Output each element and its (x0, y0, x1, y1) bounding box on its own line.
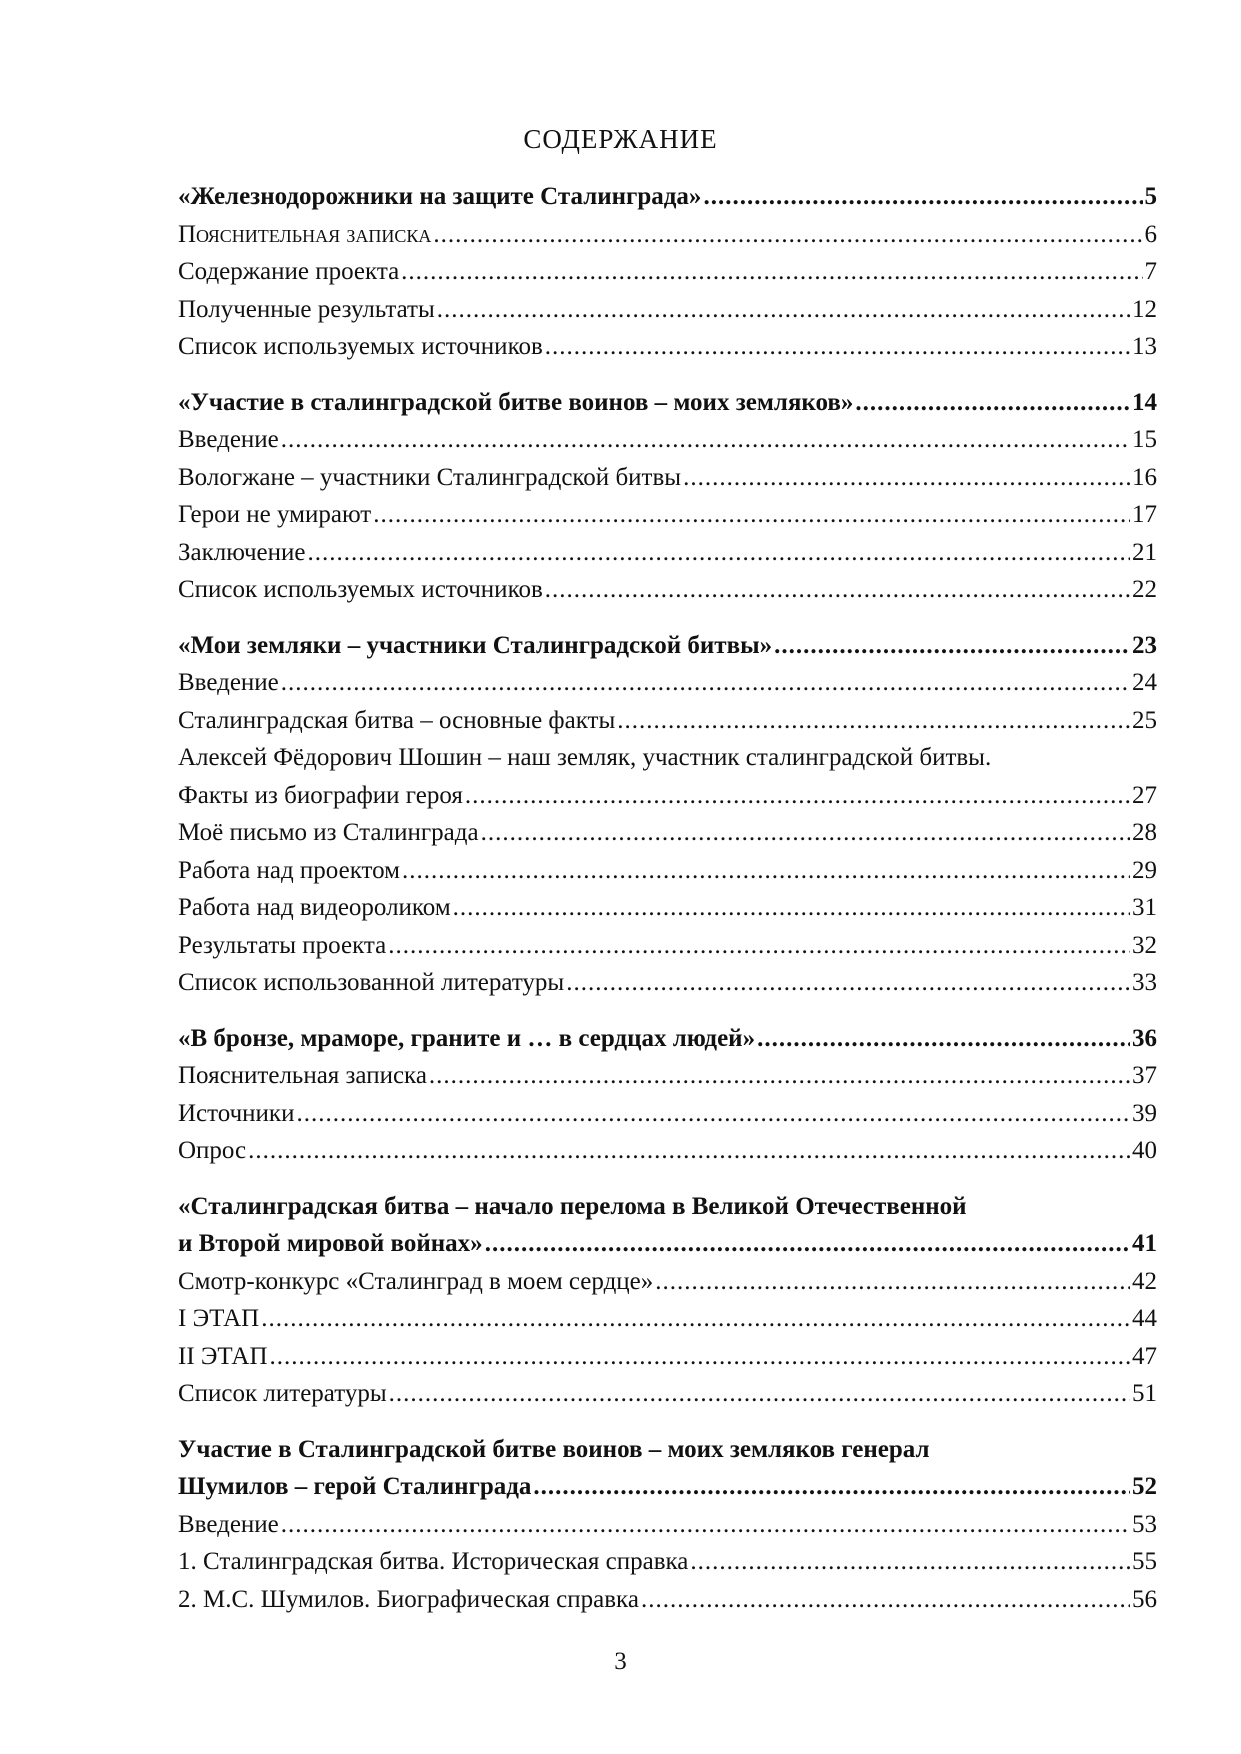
dot-leader (401, 253, 1142, 291)
toc-entry-label: Список литературы (178, 1380, 387, 1407)
toc-entry-page: 33 (1132, 969, 1157, 996)
toc-entry (178, 421, 1157, 459)
dot-leader (402, 852, 1130, 890)
toc-entry-label: «Мои земляки – участники Сталинградской битвы» (178, 631, 773, 659)
dot-leader (641, 1581, 1130, 1619)
toc-entry (178, 1300, 1157, 1338)
toc-entry (178, 964, 1157, 1002)
toc-entry-page: 36 (1132, 1024, 1157, 1052)
dot-leader (533, 1468, 1130, 1506)
toc-entry-label: Смотр-конкурс «Сталинград в моем сердце» (178, 1267, 654, 1295)
dot-leader (757, 1020, 1130, 1058)
toc-entry-page: 16 (1132, 463, 1157, 491)
toc-entry (178, 291, 1157, 329)
toc-entry (178, 534, 1157, 572)
toc-entry-label: «Сталинградская битва – начало перелома в Великой Отечественной (178, 1192, 967, 1220)
toc-entry-label: Содержание проекта (178, 258, 400, 285)
toc-entry-label: Список используемых источников (178, 333, 543, 360)
toc-entry-label: Моё письмо из Сталинграда (178, 819, 479, 846)
toc-entry (178, 253, 1157, 291)
toc-entry-page: 13 (1132, 333, 1157, 360)
toc-entry-label: Источники (178, 1099, 295, 1127)
toc-entry-label: Пояснительная записка (178, 1062, 427, 1089)
dot-leader (485, 1225, 1130, 1263)
toc-entry (178, 1543, 1157, 1581)
dot-leader (388, 927, 1130, 965)
toc-entry-page: 32 (1132, 931, 1157, 959)
toc-entry-label: 1. Сталинградская битва. Историческая справка (178, 1548, 689, 1575)
toc-entry (178, 1506, 1157, 1544)
toc-section-heading (178, 384, 1157, 422)
dot-leader (296, 1095, 1130, 1133)
dot-leader (261, 1300, 1130, 1338)
toc-entry-page: 41 (1132, 1230, 1157, 1257)
toc-entry-page: 23 (1132, 631, 1157, 659)
toc-entry-label: «Участие в сталинградской битве воинов – моих земляков» (178, 388, 854, 416)
toc-entry-label: Алексей Фёдорович Шошин – наш земляк, участник сталинградской битвы. (178, 744, 992, 771)
toc-section-heading (178, 1468, 1157, 1506)
dot-leader (855, 384, 1130, 422)
toc-entry-page: 51 (1132, 1380, 1157, 1407)
dot-leader (389, 1375, 1130, 1413)
page-number: 3 (614, 1648, 627, 1675)
dot-leader (545, 571, 1130, 609)
dot-leader (281, 664, 1130, 702)
toc-section-heading (178, 1431, 1157, 1469)
dot-leader (248, 1132, 1130, 1170)
toc-entry (178, 496, 1157, 534)
toc-section-heading (178, 1020, 1157, 1058)
toc-entry-page: 44 (1132, 1305, 1157, 1332)
toc-entry-page: 39 (1132, 1099, 1157, 1127)
toc-entry-page: 53 (1132, 1510, 1157, 1538)
toc-entry-page: 55 (1132, 1548, 1157, 1575)
dot-leader (703, 178, 1142, 216)
dot-leader (465, 777, 1130, 815)
toc-entry (178, 814, 1157, 852)
toc-entry-page: 15 (1132, 426, 1157, 453)
toc-entry-page: 7 (1144, 258, 1157, 285)
dot-leader (429, 1057, 1130, 1095)
toc-entry-page: 37 (1132, 1062, 1157, 1089)
toc-entry-label: Результаты проекта (178, 931, 387, 959)
dot-leader (270, 1338, 1130, 1376)
toc-entry-label: Вологжане – участники Сталинградской битвы (178, 463, 682, 491)
toc-entry-label: I ЭТАП (178, 1305, 260, 1332)
toc-entry-page: 29 (1132, 856, 1157, 884)
toc-entry-page: 24 (1132, 669, 1157, 696)
toc-entry-page: 56 (1132, 1585, 1157, 1613)
toc-entry-page: 40 (1132, 1137, 1157, 1164)
toc-section-heading (178, 627, 1157, 665)
dot-leader (281, 421, 1130, 459)
toc-entry (178, 1375, 1157, 1413)
toc-entry-label: II ЭТАП (178, 1342, 268, 1370)
toc-entry-page: 22 (1132, 576, 1157, 603)
toc-entry (178, 702, 1157, 740)
toc-entry (178, 459, 1157, 497)
dot-leader (683, 459, 1130, 497)
toc-entry (178, 664, 1157, 702)
toc-entry (178, 889, 1157, 927)
toc-entry-page: 28 (1132, 819, 1157, 846)
toc-entry-label: Пояснительная записка (178, 220, 432, 248)
toc-entry-page: 25 (1132, 706, 1157, 734)
toc-entry-label: Герои не умирают (178, 501, 372, 528)
dot-leader (308, 534, 1131, 572)
toc-entry-label: Факты из биографии героя (178, 781, 463, 809)
toc-entry (178, 1338, 1157, 1376)
dot-leader (281, 1506, 1130, 1544)
toc-entry (178, 216, 1157, 254)
toc-entry-page: 47 (1132, 1342, 1157, 1370)
toc-entry-label: «В бронзе, мраморе, граните и … в сердцах людей» (178, 1024, 756, 1052)
toc-entry (178, 328, 1157, 366)
toc-entry-page: 52 (1132, 1473, 1157, 1500)
toc-section-heading (178, 1188, 1157, 1226)
toc-entry-page: 14 (1132, 388, 1157, 416)
page-title: СОДЕРЖАНИЕ (523, 124, 718, 154)
toc-entry-label: Заключение (178, 538, 306, 566)
toc-entry (178, 739, 1157, 777)
toc-entry-label: Работа над проектом (178, 856, 400, 884)
toc-entry-page: 6 (1144, 220, 1157, 248)
dot-leader (481, 814, 1130, 852)
toc-entry-page: 42 (1132, 1267, 1157, 1295)
toc-entry (178, 852, 1157, 890)
dot-leader (373, 496, 1130, 534)
toc-entry-page: 12 (1132, 295, 1157, 323)
dot-leader (545, 328, 1130, 366)
toc-entry-label: «Железнодорожники на защите Сталинграда» (178, 183, 702, 210)
toc-entry-label: Шумилов – герой Сталинграда (178, 1473, 532, 1500)
dot-leader (453, 889, 1130, 927)
dot-leader (566, 964, 1130, 1002)
toc-entry-page: 5 (1144, 183, 1157, 210)
toc-entry-page: 21 (1132, 538, 1157, 566)
toc-entry-page: 27 (1132, 781, 1157, 809)
toc-entry (178, 1263, 1157, 1301)
toc-entry-label: Сталинградская битва – основные факты (178, 706, 616, 734)
toc-entry-label: 2. М.С. Шумилов. Биографическая справка (178, 1585, 639, 1613)
toc-entry-label: и Второй мировой войнах» (178, 1230, 483, 1257)
dot-leader (433, 216, 1142, 254)
toc-entry (178, 1132, 1157, 1170)
toc-entry-page: 17 (1132, 501, 1157, 528)
toc-entry-label: Введение (178, 426, 279, 453)
toc-entry (178, 1095, 1157, 1133)
toc-entry (178, 1057, 1157, 1095)
toc-entry-label: Полученные результаты (178, 295, 435, 323)
toc-entry (178, 1581, 1157, 1619)
toc-entry-label: Введение (178, 1510, 279, 1538)
toc-entry-page: 31 (1132, 894, 1157, 921)
toc-entry (178, 927, 1157, 965)
toc-entry-label: Список используемых источников (178, 576, 543, 603)
toc-section-heading (178, 178, 1157, 216)
toc-section-heading (178, 1225, 1157, 1263)
toc-entry-label: Опрос (178, 1137, 247, 1164)
toc-entry-label: Участие в Сталинградской битве воинов – моих земляков генерал (178, 1435, 930, 1463)
dot-leader (774, 627, 1130, 665)
table-of-contents (178, 178, 1157, 1618)
dot-leader (655, 1263, 1130, 1301)
dot-leader (690, 1543, 1130, 1581)
toc-entry-label: Введение (178, 669, 279, 696)
toc-entry (178, 571, 1157, 609)
toc-entry-label: Работа над видеороликом (178, 894, 451, 921)
toc-entry-label: Список использованной литературы (178, 969, 565, 996)
dot-leader (437, 291, 1130, 329)
dot-leader (617, 702, 1130, 740)
toc-entry (178, 777, 1157, 815)
